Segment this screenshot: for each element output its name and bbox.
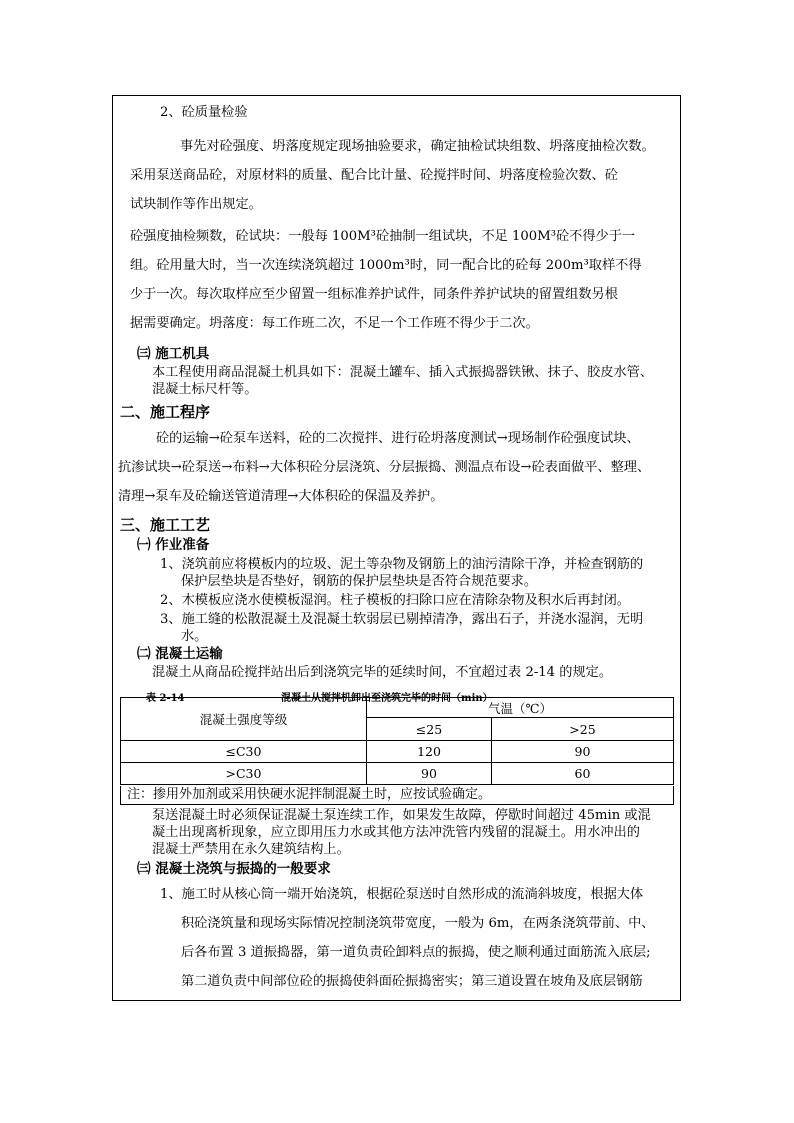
text-line: 少于一次。每次取样应至少留置一组标准养护试件，同条件养护试块的留置组数另根	[130, 287, 618, 302]
header-grade: 混凝土强度等级	[121, 698, 367, 741]
cell-le25: 120	[367, 741, 492, 763]
table-row	[121, 741, 674, 763]
text-line: 混凝土严禁用在永久建筑结构上。	[152, 842, 350, 857]
machinery-text	[152, 364, 653, 398]
table-number: 表 2-14	[146, 693, 185, 704]
mixing-time-table	[120, 697, 674, 785]
concrete-quality-paragraph-1	[130, 132, 655, 219]
text-line: 试块制作等作出规定。	[130, 197, 262, 212]
cell-grade: ≤C30	[121, 741, 367, 763]
pouring-text	[160, 880, 654, 996]
concrete-quality-paragraph-2	[130, 222, 642, 338]
text-line: 据需要确定。坍落度：每工作班二次，不足一个工作班不得少于二次。	[130, 316, 539, 331]
text-line: 本工程使用商品混凝土机具如下：混凝土罐车、插入式振捣器铁锹、抹子、胶皮水管、	[152, 365, 654, 380]
text-line: 抗渗试块→砼泵送→布料→大体积砼分层浇筑、分层振捣、测温点布设→砼表面做平、整理、	[118, 460, 651, 475]
header-gt25: >25	[492, 718, 674, 741]
text-line: 水。	[181, 629, 208, 644]
table-row	[121, 763, 674, 785]
header-le25: ≤25	[367, 718, 492, 741]
cell-le25: 90	[367, 763, 492, 785]
text-line: 3、施工缝的松散混凝土及混凝土软弱层已剔掉清净，露出石子，并浇水湿润，无明	[160, 612, 644, 627]
section-heading-machinery: ㈢ 施工机具	[137, 346, 210, 362]
procedure-text	[118, 424, 650, 511]
header-temperature: 气温（℃）	[367, 698, 674, 718]
transport-text: 混凝土从商品砼搅拌站出后到浇筑完毕的延续时间，不宜超过表 2-14 的规定。	[152, 665, 613, 680]
text-line: 混凝土标尺杆等。	[152, 382, 258, 397]
cell-grade: >C30	[121, 763, 367, 785]
text-line: 组。砼用量大时，当一次连续浇筑超过 1000m³时，同一配合比的砼每 200m³取样不得	[130, 258, 642, 273]
section-heading-process: 三、施工工艺	[120, 516, 211, 534]
section-heading-concrete-quality: 2、砼质量检验	[160, 105, 248, 120]
text-line: 凝土出现离析现象，应立即用压力水或其他方法冲洗管内残留的混凝土。用水冲出的	[152, 825, 640, 840]
subsection-heading-preparation: ㈠ 作业准备	[137, 537, 210, 553]
text-line: 积砼浇筑量和现场实际情况控制浇筑带宽度，一般为 6m，在两条浇筑带前、中、	[181, 916, 655, 931]
preparation-item-3	[160, 611, 643, 645]
text-line: 事先对砼强度、坍落度规定现场抽验要求，确定抽检试块组数、坍落度抽检次数。	[180, 139, 655, 154]
text-line: 保护层垫块是否垫好，钢筋的保护层垫块是否符合规范要求。	[181, 574, 538, 589]
preparation-item-1	[160, 556, 643, 590]
text-line: 第二道负责中间部位砼的振捣使斜面砼振捣密实；第三道设置在坡角及底层钢筋	[181, 974, 643, 989]
text-line: 泵送混凝土时必须保证混凝土泵连续工作，如果发生故障，停歇时间超过 45min 或混	[152, 808, 651, 823]
section-heading-procedure: 二、施工程序	[120, 403, 211, 421]
text-line: 1、浇筑前应将模板内的垃圾、泥土等杂物及钢筋上的油污清除干净，并检查钢筋的	[160, 557, 644, 572]
text-line: 砼的运输→砼泵车送料，砼的二次搅拌、进行砼坍落度测试→现场制作砼强度试块、	[156, 431, 640, 446]
subsection-heading-pouring: ㈢ 混凝土浇筑与振捣的一般要求	[137, 861, 331, 877]
cell-gt25: 90	[492, 741, 674, 763]
text-line: 清理→泵车及砼输送管道清理→大体积砼的保温及养护。	[118, 489, 444, 504]
text-line: 砼强度抽检频数，砼试块：一般每 100M³砼抽制一组试块，不足 100M³砼不得少于一	[130, 229, 636, 244]
table-note: 注：掺用外加剂或采用快硬水泥拌制混凝土时，应按试验确定。	[120, 786, 674, 805]
preparation-item-2: 2、木模板应浇水使模板湿润。柱子模板的扫除口应在清除杂物及积水后再封闭。	[160, 593, 630, 608]
subsection-heading-transport: ㈡ 混凝土运输	[137, 646, 223, 662]
table-caption: 混凝土从搅拌机卸出至浇筑完毕的时间（min）	[281, 693, 493, 704]
text-line: 1、施工时从核心筒一端开始浇筑，根据砼泵送时自然形成的流淌斜坡度，根据大体	[160, 887, 644, 902]
pumping-text	[152, 807, 651, 858]
text-line: 采用泵送商品砼，对原材料的质量、配合比计量、砼搅拌时间、坍落度检验次数、砼	[130, 168, 618, 183]
text-line: 后各布置 3 道振捣器，第一道负责砼卸料点的振捣，使之顺利通过面筋流入底层;	[181, 945, 651, 960]
cell-gt25: 60	[492, 763, 674, 785]
